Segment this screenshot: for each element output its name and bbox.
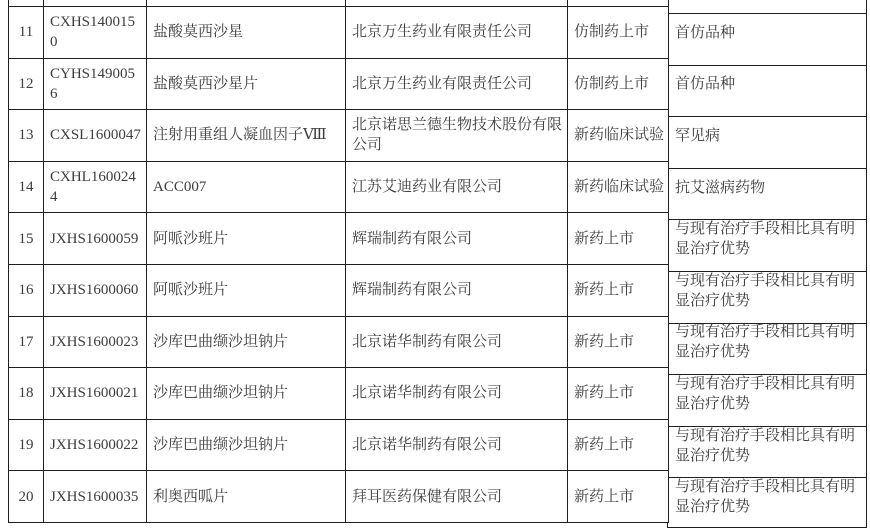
row-number-cell: 17	[9, 317, 44, 369]
registration-number-cell: CXHS1400150	[44, 7, 147, 59]
note-cell: 与现有治疗手段相比具有明显治疗优势	[669, 265, 867, 317]
company-cell: 北京诺华制药有限公司	[346, 420, 568, 472]
note-cell: 罕见病	[669, 110, 867, 162]
registration-number-cell: JXHS1600060	[44, 265, 147, 317]
approval-table	[8, 0, 867, 523]
drug-name-cell: 利奥西呱片	[147, 471, 346, 523]
row-number-cell: 18	[9, 368, 44, 420]
status-cell: 新药临床试验	[568, 110, 669, 162]
row-number-cell: 15	[9, 213, 44, 265]
row-number-cell: 14	[9, 162, 44, 214]
drug-name-cell: 阿哌沙班片	[147, 265, 346, 317]
company-cell: 辉瑞制药有限公司	[346, 265, 568, 317]
row-number-cell: 19	[9, 420, 44, 472]
registration-number-cell: JXHS1600023	[44, 317, 147, 369]
row-number-cell: 16	[9, 265, 44, 317]
note-cell	[669, 0, 867, 7]
note-cell: 与现有治疗手段相比具有明显治疗优势	[669, 420, 867, 472]
drug-name-cell	[147, 0, 346, 7]
company-cell: 辉瑞制药有限公司	[346, 213, 568, 265]
registration-number-cell: JXHS1600021	[44, 368, 147, 420]
note-cell: 与现有治疗手段相比具有明显治疗优势	[669, 368, 867, 420]
row-number-cell: 20	[9, 471, 44, 523]
drug-name-cell: 盐酸莫西沙星片	[147, 59, 346, 111]
company-cell: 江苏艾迪药业有限公司	[346, 162, 568, 214]
drug-name-cell: ACC007	[147, 162, 346, 214]
registration-number-cell: CXHL1600244	[44, 162, 147, 214]
status-cell	[568, 0, 669, 7]
company-cell: 北京诺思兰德生物技术股份有限公司	[346, 110, 568, 162]
note-cell: 抗艾滋病药物	[669, 162, 867, 214]
row-number-cell: 11	[9, 7, 44, 59]
registration-number-cell	[44, 0, 147, 7]
row-number-cell: 12	[9, 59, 44, 111]
status-cell: 新药上市	[568, 368, 669, 420]
company-cell: 北京万生药业有限责任公司	[346, 7, 568, 59]
registration-number-cell: JXHS1600059	[44, 213, 147, 265]
status-cell: 仿制药上市	[568, 7, 669, 59]
registration-number-cell: CXSL1600047	[44, 110, 147, 162]
company-cell	[346, 0, 568, 7]
company-cell: 北京诺华制药有限公司	[346, 317, 568, 369]
row-number-cell: 13	[9, 110, 44, 162]
company-cell: 拜耳医药保健有限公司	[346, 471, 568, 523]
status-cell: 新药上市	[568, 317, 669, 369]
note-cell: 与现有治疗手段相比具有明显治疗优势	[669, 213, 867, 265]
row-number-cell	[9, 0, 44, 7]
note-cell: 与现有治疗手段相比具有明显治疗优势	[669, 471, 867, 523]
drug-name-cell: 阿哌沙班片	[147, 213, 346, 265]
drug-name-cell: 注射用重组人凝血因子Ⅷ	[147, 110, 346, 162]
drug-name-cell: 沙库巴曲缬沙坦钠片	[147, 317, 346, 369]
status-cell: 新药临床试验	[568, 162, 669, 214]
drug-name-cell: 沙库巴曲缬沙坦钠片	[147, 368, 346, 420]
status-cell: 仿制药上市	[568, 59, 669, 111]
note-cell: 首仿品种	[669, 7, 867, 59]
company-cell: 北京万生药业有限责任公司	[346, 59, 568, 111]
status-cell: 新药上市	[568, 420, 669, 472]
status-cell: 新药上市	[568, 265, 669, 317]
status-cell: 新药上市	[568, 213, 669, 265]
registration-number-cell: JXHS1600035	[44, 471, 147, 523]
drug-name-cell: 沙库巴曲缬沙坦钠片	[147, 420, 346, 472]
note-column-border-extension	[667, 523, 867, 528]
registration-number-cell: CYHS1490056	[44, 59, 147, 111]
company-cell: 北京诺华制药有限公司	[346, 368, 568, 420]
note-cell: 首仿品种	[669, 59, 867, 111]
registration-number-cell: JXHS1600022	[44, 420, 147, 472]
status-cell: 新药上市	[568, 471, 669, 523]
note-cell: 与现有治疗手段相比具有明显治疗优势	[669, 317, 867, 369]
drug-name-cell: 盐酸莫西沙星	[147, 7, 346, 59]
